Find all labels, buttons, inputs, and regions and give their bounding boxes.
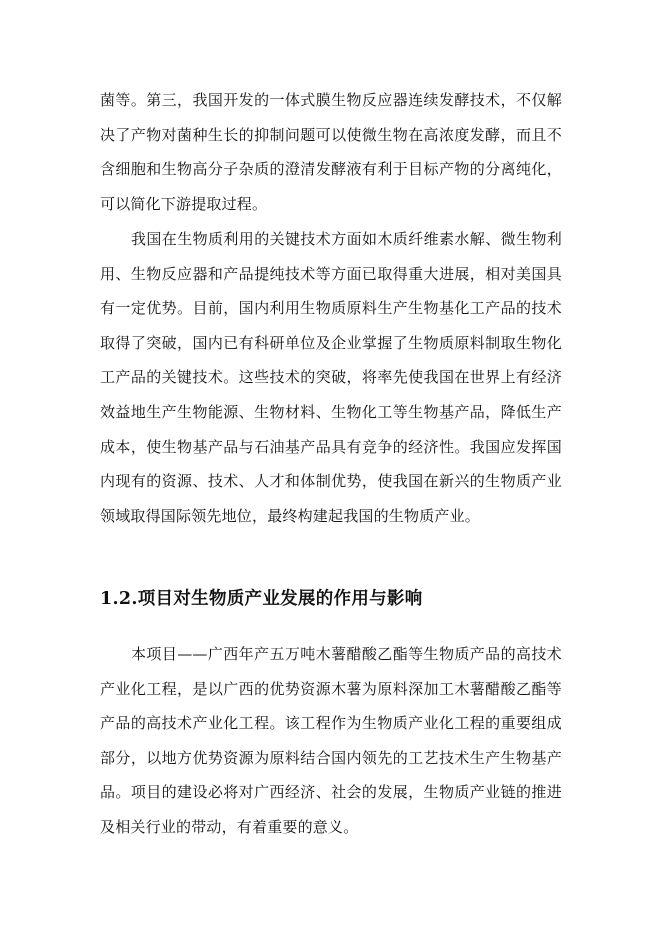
body-paragraph: 本项目——广西年产五万吨木薯醋酸乙酯等生物质产品的高技术产业化工程，是以广西的优势资源木薯为原料深加工木薯醋酸乙酯等产品的高技术产业化工程。该工程作为生物质产业化工程的重要组成部分，以地方优势资源为原料结合国内领先的工艺技术生产生物基产品。项目的建设必将对广西经济、社会的发展，生物质产业链的推进及相关行业的带动，有着重要的意义。: [100, 645, 562, 836]
section-heading: 1.2.项目对生物质产业发展的作用与影响: [100, 589, 423, 609]
body-paragraph: 我国在生物质利用的关键技术方面如木质纤维素水解、微生物利用、生物反应器和产品提纯技术等方面已取得重大进展，相对美国具有一定优势。目前，国内利用生物质原料生产生物基化工产品的技术取得了突破，国内已有科研单位及企业掌握了生物质原料制取生物化工产品的关键技术。这些技术的突破，将率先使我国在世界上有经济效益地生产生物能源、生物材料、生物化工等生物基产品，降低生产成本，使生物基产品与石油基产品具有竞争的经济性。我国应发挥国内现有的资源、技术、人才和体制优势，使我国在新兴的生物质产业领域取得国际领先地位，最终构建起我国的生物质产业。: [100, 230, 562, 525]
body-paragraph: 菌等。第三，我国开发的一体式膜生物反应器连续发酵技术，不仅解决了产物对菌种生长的抑制问题可以使微生物在高浓度发酵，而且不含细胞和生物高分子杂质的澄清发酵液有利于目标产物的分离纯化，可以简化下游提取过程。: [100, 91, 562, 213]
